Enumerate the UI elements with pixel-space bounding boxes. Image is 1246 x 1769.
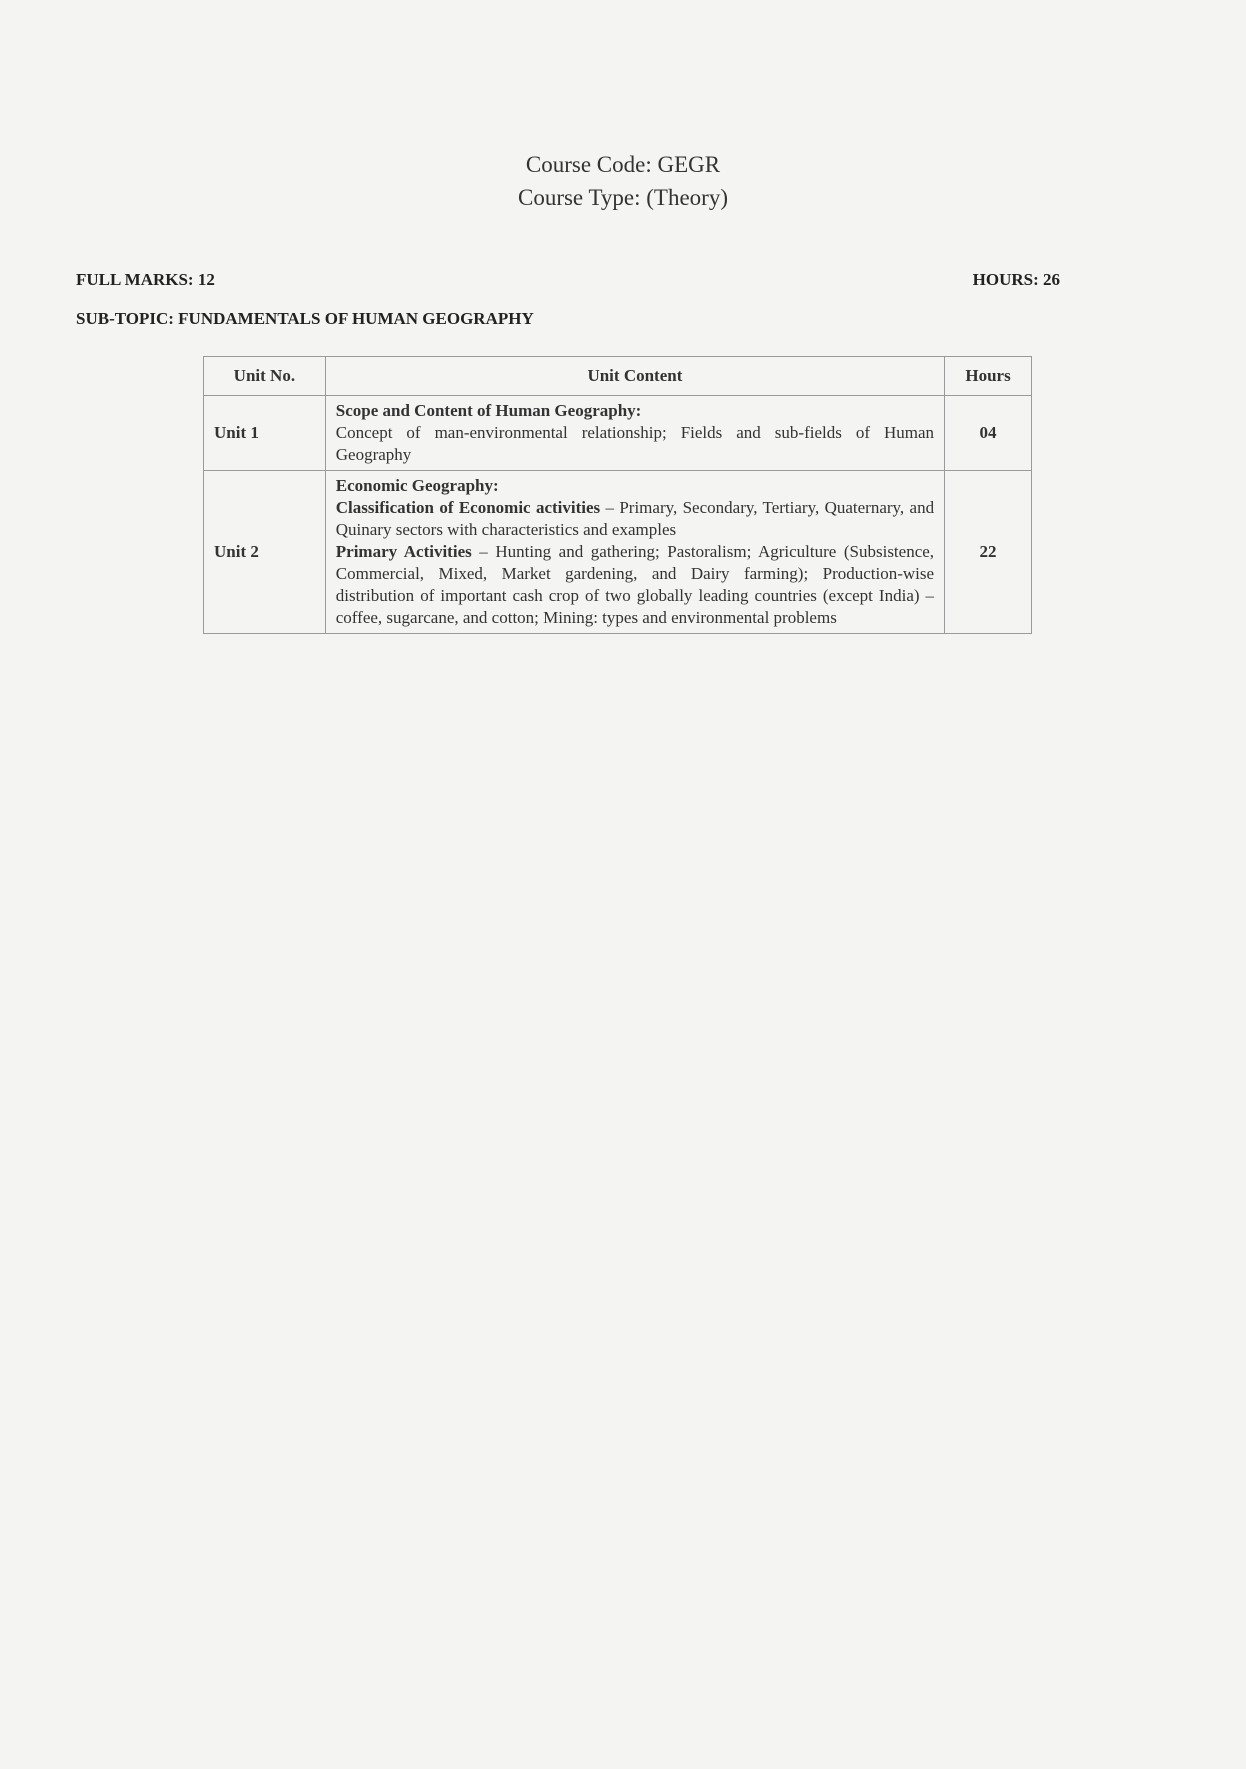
paragraph-lead: Classification of Economic activities <box>335 498 601 517</box>
table-row <box>204 396 1032 471</box>
sub-topic: SUB-TOPIC: FUNDAMENTALS OF HUMAN GEOGRAPHY <box>76 309 534 328</box>
hours-cell: 04 <box>945 396 1032 471</box>
unit-heading: Economic Geography: <box>335 476 499 495</box>
units-table <box>203 356 1032 634</box>
paragraph-text: – Primary, Secondary, Tertiary, Quaternary, and Quinary sectors with characteristics and examples <box>335 498 935 539</box>
unit-paragraph <box>336 541 934 629</box>
total-hours: HOURS: 26 <box>972 270 1060 289</box>
column-header-unit-no: Unit No. <box>204 357 326 396</box>
unit-no-cell: Unit 1 <box>204 396 326 471</box>
column-header-unit-content: Unit Content <box>325 357 944 396</box>
unit-content-cell <box>325 396 944 471</box>
unit-no-cell: Unit 2 <box>204 471 326 634</box>
hours-cell: 22 <box>945 471 1032 634</box>
paragraph-text: – Hunting and gathering; Pastoralism; Agriculture (Subsistence, Commercial, Mixed, Market gardening, and Dairy farming); Production-wise distribution of important cash crop of two globally leading countries (except India) – coffee, sugarcane, and cotton; Mining: types and environmental problems <box>335 542 935 627</box>
full-marks: FULL MARKS: 12 <box>76 270 215 289</box>
course-type: Course Type: (Theory) <box>517 185 729 210</box>
title-block <box>0 148 1246 214</box>
unit-heading: Scope and Content of Human Geography: <box>335 401 642 420</box>
unit-text: Concept of man-environmental relationship; Fields and sub-fields of Human Geography <box>335 423 935 464</box>
course-code: Course Code: GEGR <box>525 152 721 177</box>
unit-paragraph <box>336 497 934 541</box>
column-header-hours: Hours <box>945 357 1032 396</box>
paragraph-lead: Primary Activities <box>335 542 472 561</box>
table-header-row <box>204 357 1032 396</box>
table-row <box>204 471 1032 634</box>
unit-content-cell <box>325 471 944 634</box>
